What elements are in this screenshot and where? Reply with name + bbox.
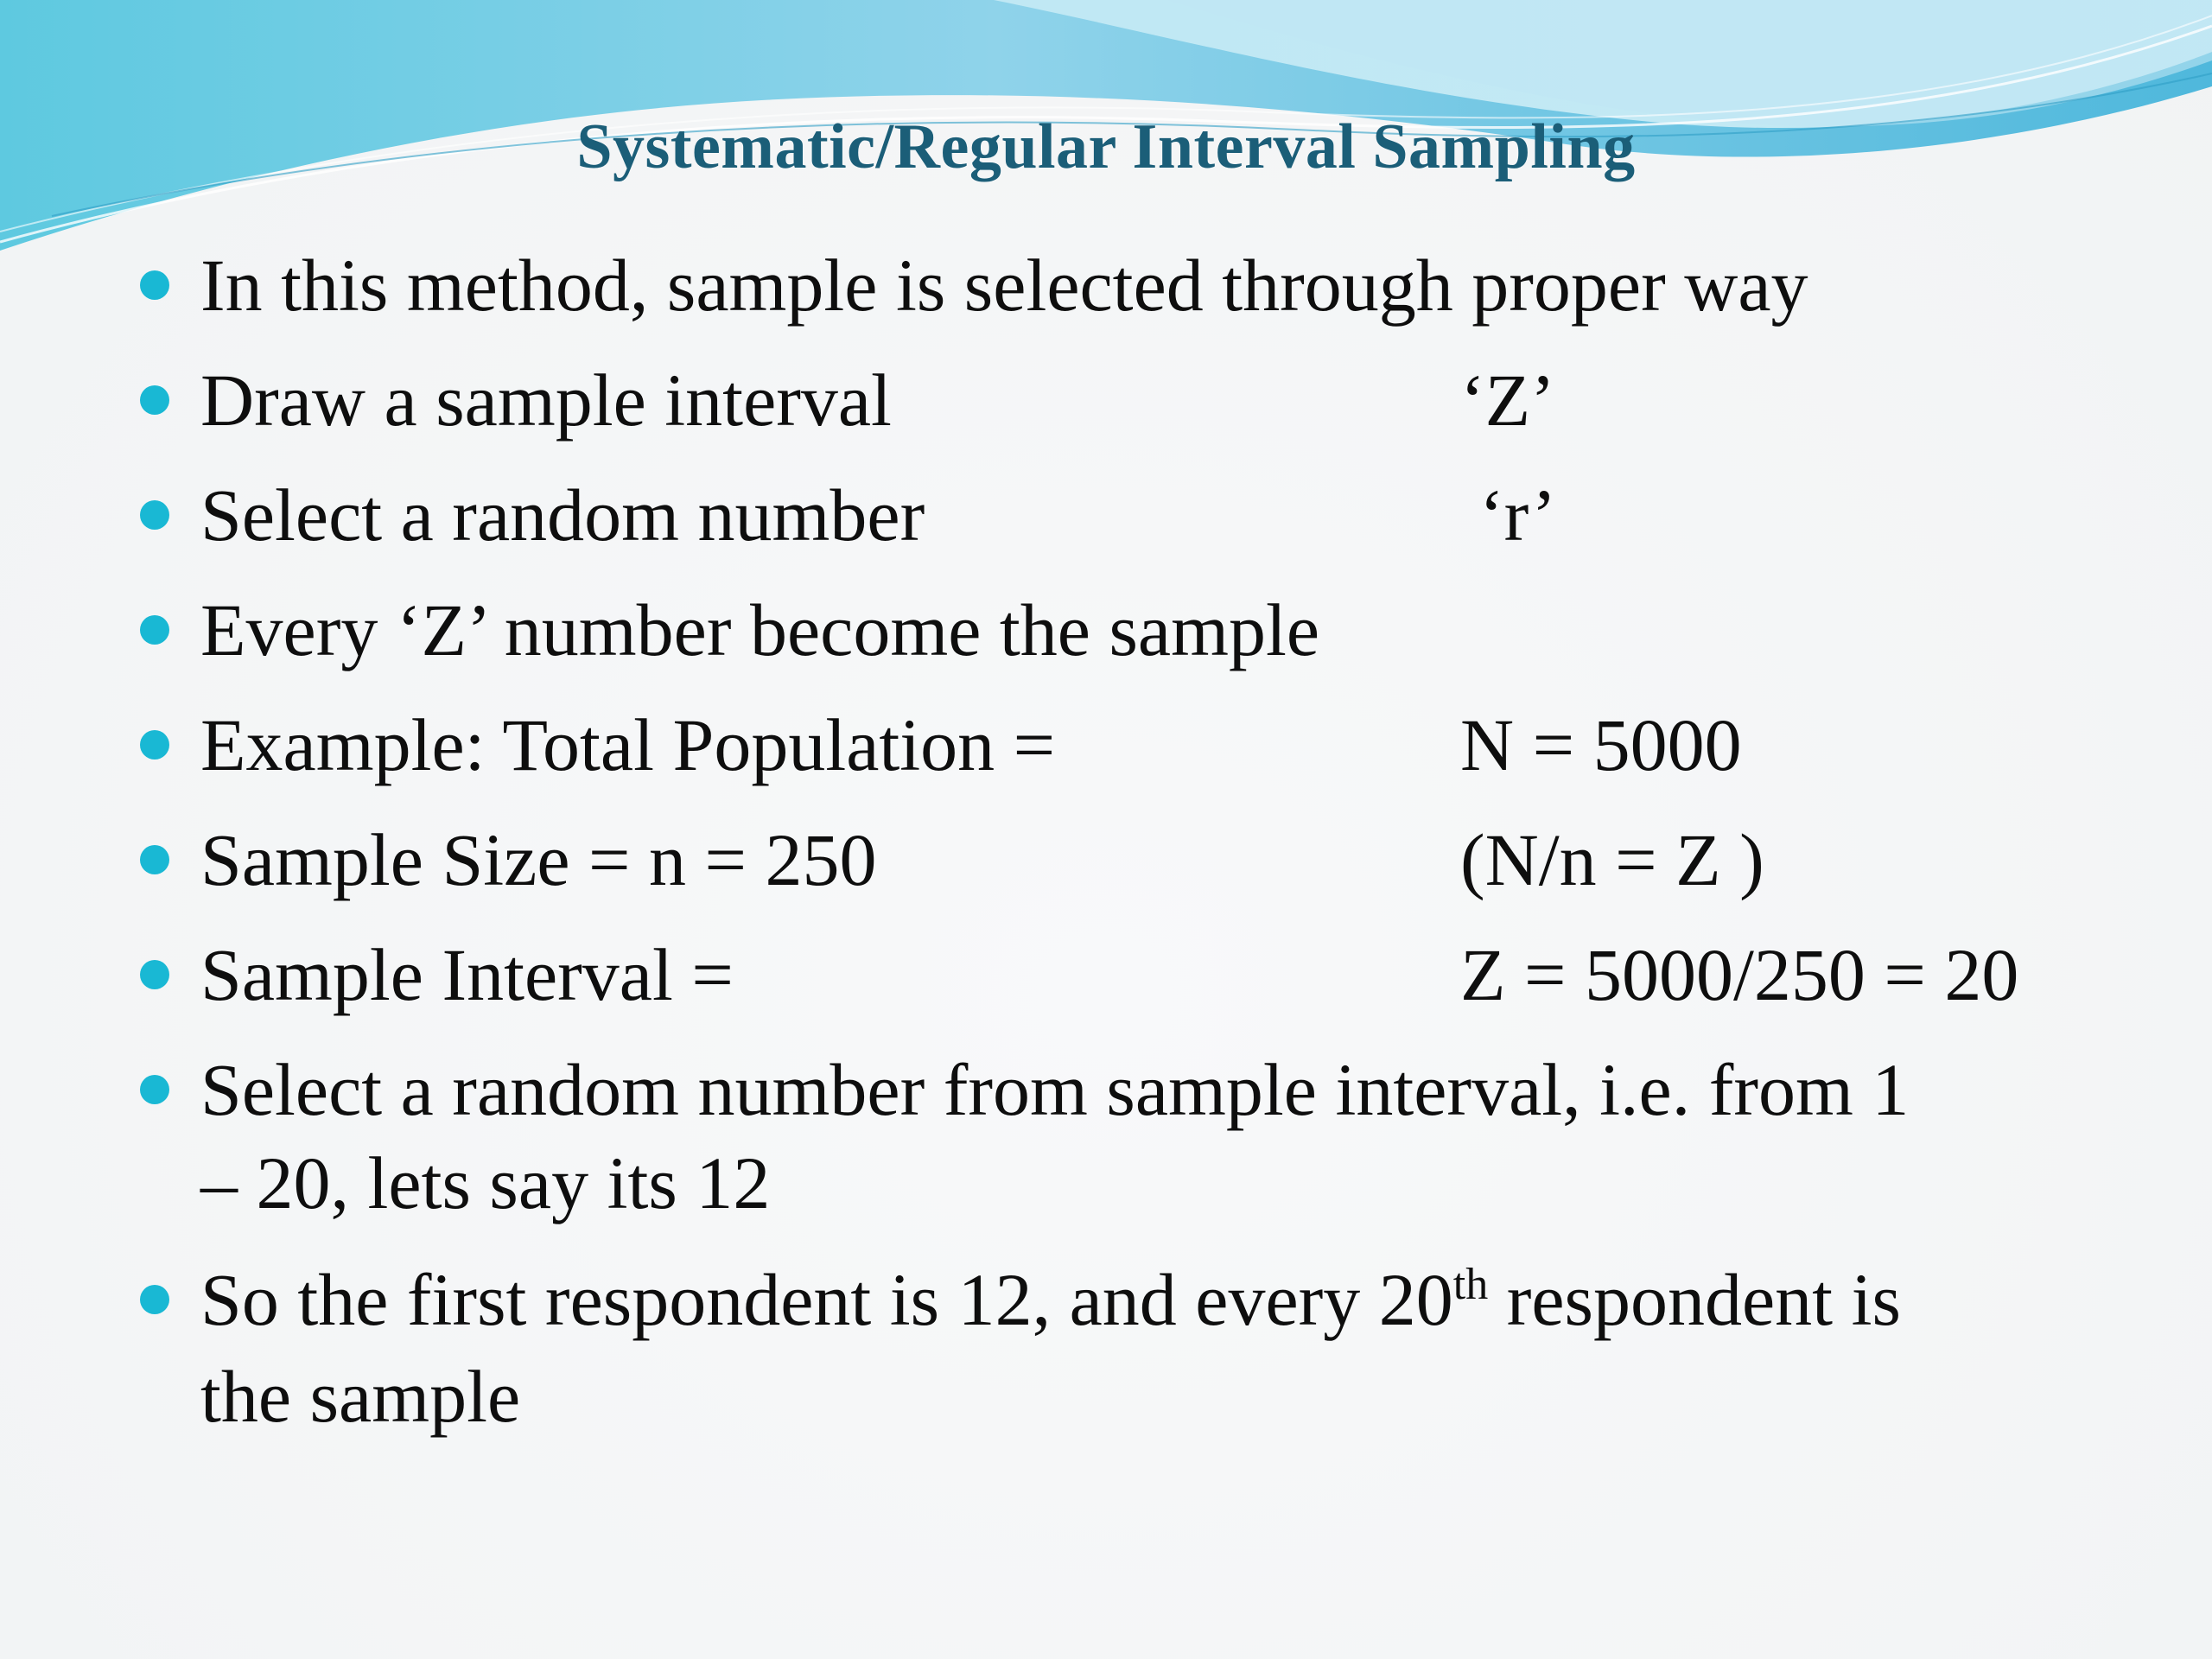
bullet-dot-icon xyxy=(140,845,169,874)
bullet-value: ‘r’ xyxy=(1479,474,1557,556)
bullet-text: In this method, sample is selected through proper way xyxy=(200,244,1808,327)
slide-title: Systematic/Regular Interval Sampling xyxy=(576,111,1636,182)
bullet-dot-icon xyxy=(140,270,169,300)
bullet-text-part: respondent is xyxy=(1488,1258,1901,1341)
bullet-text: Example: Total Population = xyxy=(200,703,1056,786)
bullet-text-line2: the sample xyxy=(200,1355,521,1438)
bullet-dot-icon xyxy=(140,500,169,530)
bullet-dot-icon xyxy=(140,1075,169,1104)
bullet-value: (N/n = Z ) xyxy=(1460,818,1764,901)
bullet-text-line1: Select a random number from sample interval, i.e. from 1 xyxy=(200,1048,1910,1131)
bullet-text: Every ‘Z’ number become the sample xyxy=(200,588,1320,671)
bullet-dot-icon xyxy=(140,1285,169,1314)
bullet-text-line2: – 20, lets say its 12 xyxy=(200,1141,771,1224)
bullet-text-part: So the first respondent is 12, and every 20 xyxy=(200,1258,1453,1341)
bullet-dot-icon xyxy=(140,960,169,989)
bullet-dot-icon xyxy=(140,385,169,415)
bullet-value: ‘Z’ xyxy=(1460,359,1555,442)
bullet-text: Sample Size = n = 250 xyxy=(200,818,877,901)
bullet-text: Sample Interval = xyxy=(200,933,734,1016)
bullet-value: Z = 5000/250 = 20 xyxy=(1460,933,2019,1016)
bullet-text: Draw a sample interval xyxy=(200,359,892,442)
bullet-value: N = 5000 xyxy=(1460,703,1742,786)
bullet-dot-icon xyxy=(140,730,169,760)
bullet-text: Select a random number xyxy=(200,474,925,556)
bullet-text-line1 xyxy=(200,1252,1901,1347)
ordinal-suffix: th xyxy=(1452,1260,1489,1309)
bullet-dot-icon xyxy=(140,615,169,645)
